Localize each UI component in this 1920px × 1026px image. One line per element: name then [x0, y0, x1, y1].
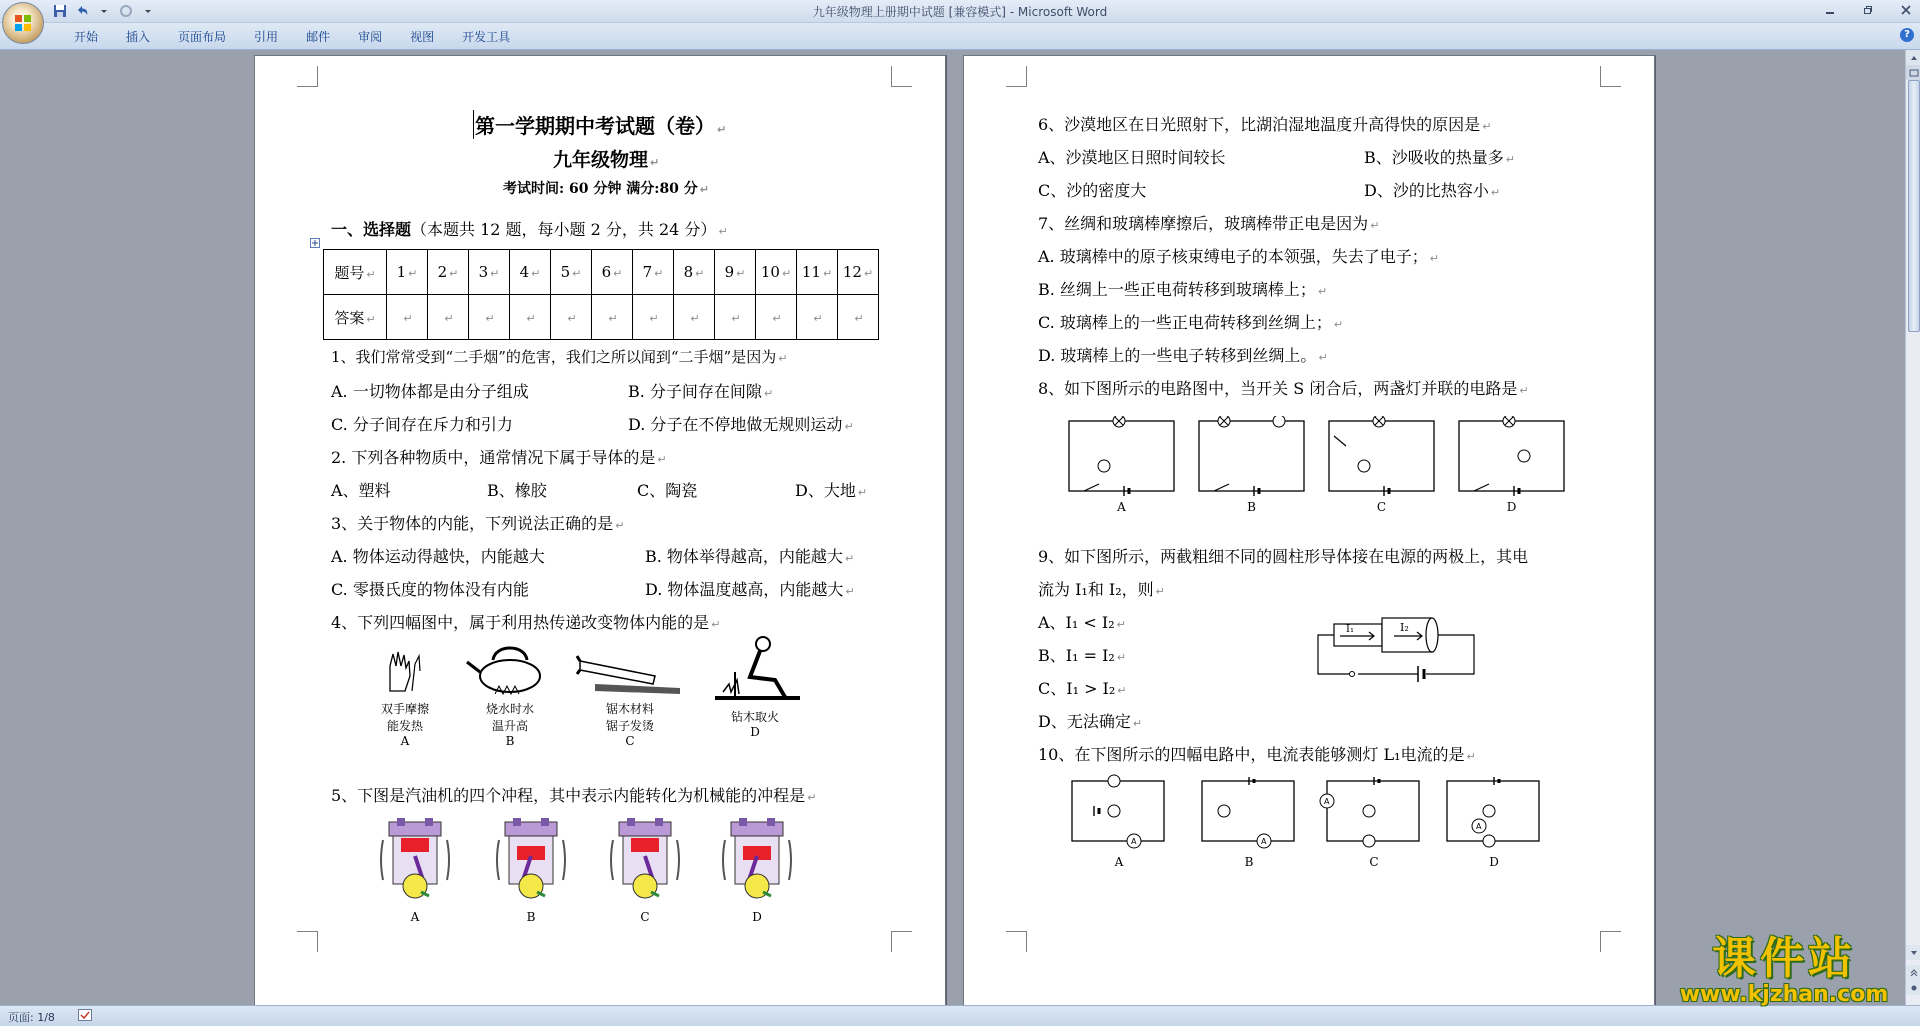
engine-cylinder-icon	[491, 816, 571, 906]
question-3-option-b[interactable]: B. 物体举得越高，内能越大 ↵	[645, 547, 855, 566]
question-8[interactable]: 8、如下图所示的电路图中，当开关 S 闭合后，两盏灯并联的电路是 ↵	[1038, 379, 1529, 398]
crop-mark	[891, 66, 912, 87]
fig-letter: A	[410, 910, 420, 924]
svg-text:A: A	[1476, 822, 1482, 831]
ammeter-circuit-icon	[1439, 771, 1549, 851]
question-3-option-a[interactable]: A. 物体运动得越快，内能越大	[331, 547, 545, 566]
question-9-option-c[interactable]: C、I₁ > I₂ ↵	[1038, 679, 1127, 698]
ribbon-tab[interactable]: 审阅	[358, 30, 383, 44]
fig-letter: C	[625, 734, 635, 748]
ribbon-tab[interactable]: 开发工具	[462, 30, 511, 44]
ribbon-tab[interactable]: 邮件	[306, 30, 331, 44]
question-5-figures	[375, 816, 835, 926]
window-controls	[1822, 2, 1914, 18]
fig-letter: B	[1247, 500, 1256, 514]
question-3-option-c[interactable]: C. 零摄氏度的物体没有内能	[331, 580, 529, 599]
fig-letter: B	[526, 910, 536, 924]
circuit-icon	[1324, 416, 1439, 496]
fig-caption: 温升高	[491, 719, 528, 733]
section-heading[interactable]: 一、选择题（本题共 12 题，每小题 2 分，共 24 分） ↵	[331, 220, 728, 239]
svg-text:A: A	[1131, 837, 1137, 846]
fig-letter: A	[400, 734, 410, 748]
office-logo-icon	[13, 13, 33, 33]
fig-letter: C	[1369, 855, 1379, 869]
table-cell-number[interactable]: 12 ↵	[838, 250, 879, 295]
table-cell-number[interactable]: 8 ↵	[674, 250, 715, 295]
question-1-option-d[interactable]: D. 分子在不停地做无规则运动 ↵	[628, 415, 854, 434]
circuit-diagram	[1324, 416, 1439, 514]
question-3[interactable]: 3、关于物体的内能，下列说法正确的是 ↵	[331, 514, 625, 533]
question-9-option-d[interactable]: D、无法确定 ↵	[1038, 712, 1143, 731]
ammeter-circuit-icon	[1064, 771, 1174, 851]
table-cell-answer[interactable]: ↵	[551, 295, 592, 340]
table-cell-answer[interactable]: ↵	[592, 295, 633, 340]
question-2-option-a[interactable]: A、塑料	[331, 481, 391, 500]
title-bar	[0, 0, 1920, 23]
engine-stroke-figure	[491, 816, 571, 924]
question-6-option-b[interactable]: B、沙吸收的热量多 ↵	[1364, 148, 1515, 167]
table-cell-answer[interactable]: ↵	[715, 295, 756, 340]
q4-figure-b	[465, 638, 555, 748]
minimize-icon[interactable]	[1822, 2, 1838, 18]
circuit-diagram	[1439, 771, 1549, 869]
office-button[interactable]	[2, 2, 44, 44]
document-workspace	[0, 50, 1905, 1005]
current-label-i1: I₁	[1346, 624, 1354, 635]
question-2-option-b[interactable]: B、橡胶	[487, 481, 547, 500]
table-cell-answer[interactable]: ↵	[674, 295, 715, 340]
crop-mark	[891, 931, 912, 952]
question-1-option-c[interactable]: C. 分子间存在斥力和引力	[331, 415, 513, 434]
table-cell-number[interactable]: 7 ↵	[633, 250, 674, 295]
fig-letter: D	[1506, 500, 1517, 514]
question-7[interactable]: 7、丝绸和玻璃棒摩擦后，玻璃棒带正电是因为 ↵	[1038, 214, 1380, 233]
fig-letter: C	[1376, 500, 1387, 514]
table-cell-number[interactable]: 3 ↵	[469, 250, 510, 295]
question-1[interactable]: 1、我们常常受到“二手烟”的危害，我们之所以闻到“二手烟”是因为 ↵	[331, 348, 788, 366]
table-cell-answer[interactable]: ↵	[838, 295, 879, 340]
circuit-diagram	[1194, 416, 1309, 514]
answer-table[interactable]	[323, 249, 879, 340]
table-cell-answer[interactable]: ↵	[633, 295, 674, 340]
question-6-option-d[interactable]: D、沙的比热容小 ↵	[1364, 181, 1501, 200]
ribbon-tab[interactable]: 引用	[254, 30, 279, 44]
site-watermark	[1668, 924, 1900, 1007]
svg-text:A: A	[1261, 837, 1267, 846]
browse-object-icon[interactable]	[1906, 980, 1920, 995]
table-cell-answer[interactable]: ↵	[469, 295, 510, 340]
question-6[interactable]: 6、沙漠地区在日光照射下，比湖泊湿地温度升高得快的原因是 ↵	[1038, 115, 1492, 134]
exam-subtitle[interactable]: 九年级物理 ↵	[553, 149, 660, 171]
fig-letter: B	[1244, 855, 1254, 869]
question-5[interactable]: 5、下图是汽油机的四个冲程，其中表示内能转化为机械能的冲程是 ↵	[331, 786, 817, 805]
fig-letter: C	[640, 910, 650, 924]
question-9-conductor-figure	[1314, 614, 1484, 694]
vertical-scrollbar[interactable]	[1905, 50, 1920, 1005]
thin-conductor	[1334, 624, 1382, 646]
fig-caption: 能发热	[386, 719, 423, 733]
table-cell-number[interactable]: 2 ↵	[428, 250, 469, 295]
question-7-option-c[interactable]: C. 玻璃棒上的一些正电荷转移到丝绸上； ↵	[1038, 313, 1344, 332]
crop-mark	[1600, 931, 1621, 952]
question-1-option-b[interactable]: B. 分子间存在间隙 ↵	[628, 382, 774, 401]
fig-caption: 锯木材料	[605, 702, 654, 716]
q4-figure-c	[575, 646, 685, 748]
question-6-option-c[interactable]: C、沙的密度大	[1038, 181, 1147, 200]
circuit-icon	[1454, 416, 1569, 496]
table-cell-answer[interactable]: ↵	[428, 295, 469, 340]
document-page-2	[963, 55, 1655, 1005]
question-2-option-d[interactable]: D、大地 ↵	[795, 481, 868, 500]
drilling-wood-icon	[705, 632, 805, 704]
question-8-circuits	[1064, 416, 1564, 536]
ribbon-tab[interactable]: 开始	[74, 30, 99, 44]
hands-rubbing-icon	[365, 646, 445, 696]
table-cell-answer[interactable]: ↵	[797, 295, 838, 340]
question-9-option-a[interactable]: A、I₁ < I₂ ↵	[1038, 613, 1126, 632]
question-6-option-a[interactable]: A、沙漠地区日照时间较长	[1038, 148, 1226, 167]
exam-title[interactable]: 第一学期期中考试题（卷） ↵	[473, 110, 726, 139]
ribbon-tab[interactable]: 页面布局	[178, 30, 227, 44]
crop-mark	[297, 931, 318, 952]
kettle-icon	[465, 638, 555, 696]
exam-info[interactable]: 考试时间: 60 分钟 满分:80 分 ↵	[503, 181, 710, 197]
engine-cylinder-icon	[717, 816, 797, 906]
saw-icon	[575, 646, 685, 696]
table-cell-number[interactable]: 4 ↵	[510, 250, 551, 295]
ribbon-tabs	[60, 28, 524, 45]
question-10[interactable]: 10、在下图所示的四幅电路中，电流表能够测灯 L₁电流的是 ↵	[1038, 745, 1476, 764]
close-icon[interactable]	[1898, 2, 1914, 18]
restore-icon[interactable]	[1860, 2, 1876, 18]
previous-page-icon[interactable]	[1906, 965, 1920, 980]
engine-cylinder-icon	[375, 816, 455, 906]
fig-letter: B	[505, 734, 515, 748]
question-9-line-1[interactable]: 9、如下图所示，两截粗细不同的圆柱形导体接在电源的两极上，其电	[1038, 547, 1529, 566]
scroll-up-icon[interactable]	[1906, 50, 1920, 65]
question-7-option-d[interactable]: D. 玻璃棒上的一些电子转移到丝绸上。 ↵	[1038, 346, 1328, 365]
table-cell-answer[interactable]: ↵	[756, 295, 797, 340]
ammeter-circuit-icon	[1194, 771, 1304, 851]
table-cell-number[interactable]: 6 ↵	[592, 250, 633, 295]
table-cell-number[interactable]: 9 ↵	[715, 250, 756, 295]
question-10-circuits	[1064, 771, 1564, 881]
ribbon-tab[interactable]: 视图	[410, 30, 435, 44]
crop-mark	[1006, 66, 1027, 87]
table-move-handle-icon[interactable]	[310, 238, 320, 248]
engine-stroke-figure	[605, 816, 685, 924]
table-cell-answer[interactable]: ↵	[510, 295, 551, 340]
circuit-diagram	[1319, 771, 1429, 869]
crop-mark	[1600, 66, 1621, 87]
status-bar	[0, 1005, 1920, 1026]
ruler-toggle-icon[interactable]	[1906, 65, 1920, 80]
table-cell-header[interactable]: 答案 ↵	[324, 295, 387, 340]
question-7-option-b[interactable]: B. 丝绸上一些正电荷转移到玻璃棒上； ↵	[1038, 280, 1328, 299]
question-3-option-d[interactable]: D. 物体温度越高，内能越大 ↵	[645, 580, 855, 599]
circuit-diagram	[1454, 416, 1569, 514]
question-1-option-a[interactable]: A. 一切物体都是由分子组成	[331, 382, 529, 401]
watermark-title: 课件站	[1712, 932, 1856, 984]
question-4[interactable]: 4、下列四幅图中，属于利用热传递改变物体内能的是 ↵	[331, 613, 721, 632]
crop-mark	[297, 66, 318, 87]
table-cell-number[interactable]: 10 ↵	[756, 250, 797, 295]
scroll-thumb[interactable]	[1908, 80, 1920, 332]
ribbon-tab[interactable]: 插入	[126, 30, 151, 44]
ribbon-tab-bar	[0, 23, 1920, 50]
table-cell-number[interactable]: 5 ↵	[551, 250, 592, 295]
engine-cylinder-icon	[605, 816, 685, 906]
question-2-option-c[interactable]: C、陶瓷	[637, 481, 698, 500]
window-title: 九年级物理上册期中试题 [兼容模式] - Microsoft Word	[812, 5, 1108, 19]
crop-mark	[1006, 931, 1027, 952]
answer-table-row-answers	[324, 295, 879, 340]
document-page-1	[254, 55, 946, 1005]
svg-text:A: A	[1324, 797, 1330, 806]
fig-caption: 锯子发烫	[605, 719, 654, 733]
fig-letter: D	[1489, 855, 1499, 869]
engine-stroke-figure	[717, 816, 797, 924]
question-7-option-a[interactable]: A. 玻璃棒中的原子核束缚电子的本领强，失去了电子； ↵	[1038, 247, 1439, 266]
help-icon[interactable]: ?	[1900, 28, 1914, 42]
circuit-diagram	[1064, 771, 1174, 869]
question-2[interactable]: 2. 下列各种物质中，通常情况下属于导体的是 ↵	[331, 448, 667, 467]
proofing-icon[interactable]	[78, 1009, 92, 1021]
table-cell-number[interactable]: 1 ↵	[387, 250, 428, 295]
ammeter-circuit-icon	[1319, 771, 1429, 851]
circuit-icon	[1194, 416, 1309, 496]
question-9-line-2[interactable]: 流为 I₁和 I₂，则 ↵	[1038, 580, 1165, 599]
q4-figure-a	[365, 646, 445, 748]
watermark-url: www.kjzhan.com	[1679, 981, 1889, 1007]
circuit-icon	[1064, 416, 1179, 496]
fig-caption: 烧水时水	[485, 702, 534, 716]
scroll-down-icon[interactable]	[1906, 945, 1920, 960]
table-cell-answer[interactable]: ↵	[387, 295, 428, 340]
circuit-diagram	[1064, 416, 1179, 514]
table-cell-header[interactable]: 题号 ↵	[324, 250, 387, 295]
fig-letter: D	[750, 725, 760, 739]
question-4-figures	[365, 646, 805, 756]
engine-stroke-figure	[375, 816, 455, 924]
fig-caption: 双手摩擦	[380, 702, 429, 716]
fig-letter: D	[752, 910, 762, 924]
fig-letter: A	[1117, 500, 1126, 514]
fig-letter: A	[1114, 855, 1124, 869]
table-cell-number[interactable]: 11 ↵	[797, 250, 838, 295]
circuit-diagram	[1194, 771, 1304, 869]
question-9-option-b[interactable]: B、I₁ = I₂ ↵	[1038, 646, 1127, 665]
answer-table-row-numbers	[324, 250, 879, 295]
page-indicator[interactable]: 页面: 1/8	[8, 1011, 55, 1024]
fig-caption: 钻木取火	[730, 710, 779, 724]
current-label-i2: I₂	[1400, 621, 1409, 634]
q4-figure-d	[705, 632, 805, 739]
